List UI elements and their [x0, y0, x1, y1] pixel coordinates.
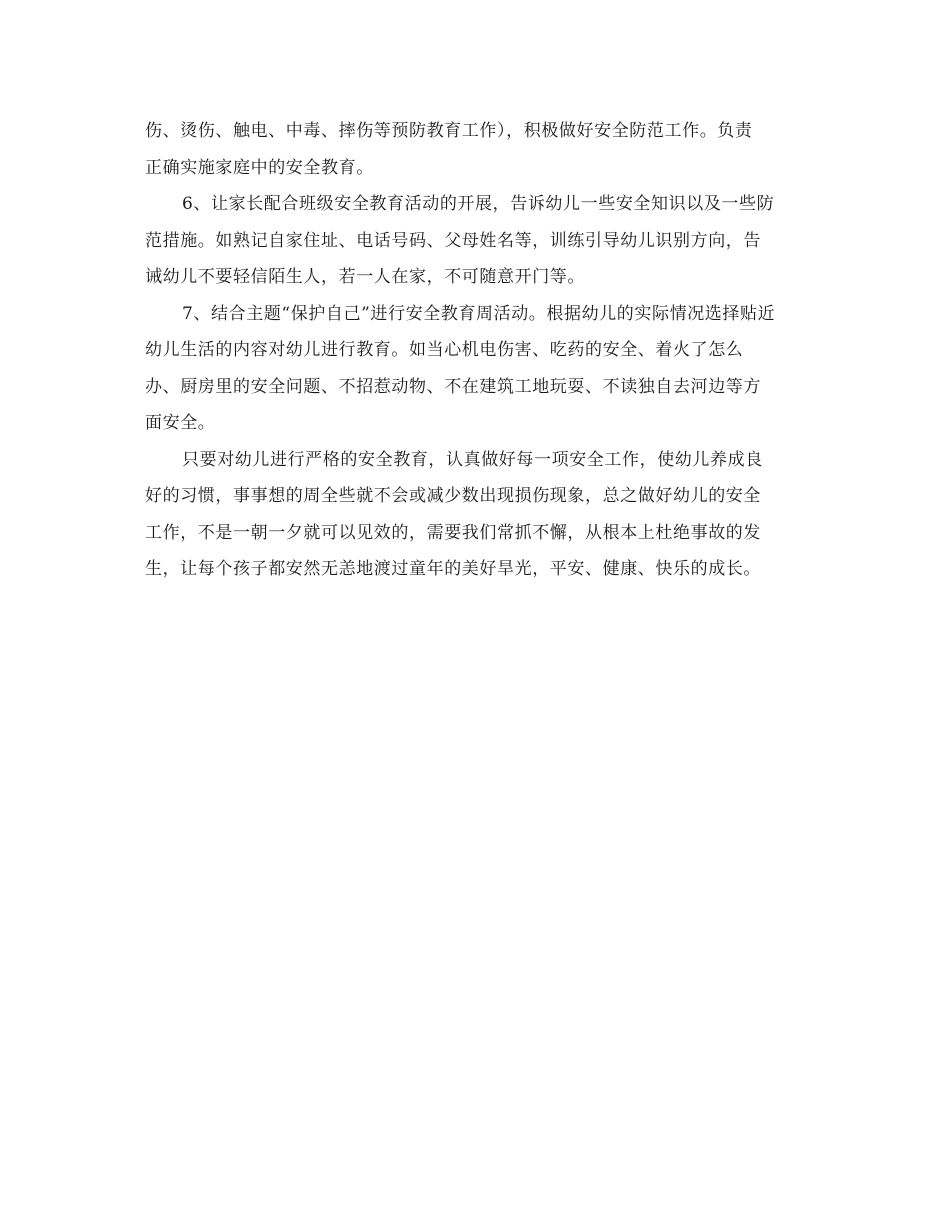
paragraph-line: 伤、烫伤、触电、中毒、摔伤等预防教育工作），积极做好安全防范工作。负责 — [145, 121, 753, 141]
paragraph-4 — [145, 442, 810, 588]
paragraph-line: 诫幼儿不要轻信陌生人，若一人在家，不可随意开门等。 — [145, 267, 585, 287]
paragraph-line: 范措施。如熟记自家住址、电话号码、父母姓名等，训练引导幼儿识别方向，告 — [145, 230, 761, 251]
paragraph-line: 工作，不是一朝一夕就可以见效的，需要我们常抓不懈，从根本上杜绝事故的发 — [145, 522, 761, 543]
paragraph-1 — [145, 113, 810, 186]
paragraph-3 — [145, 296, 810, 442]
paragraph-line: 生，让每个孩子都安然无恙地渡过童年的美好旱光，平安、健康、快乐的成长。 — [145, 559, 761, 579]
document-body — [145, 113, 810, 588]
paragraph-line: 6、让家长配合班级安全教育活动的开展，告诉幼儿一些安全知识以及一些防 — [182, 194, 775, 214]
paragraph-line: 幼儿生活的内容对幼儿进行教育。如当心机电伤害、吃药的安全、着火了怎么 — [145, 340, 744, 360]
paragraph-line: 面安全。 — [145, 413, 216, 433]
paragraph-line: 好的习惯，事事想的周全些就不会或减少数出现损伤现象，总之做好幼儿的安全 — [145, 486, 761, 506]
paragraph-line: 正确实施家庭中的安全教育。 — [145, 157, 374, 178]
paragraph-line: 只要对幼儿进行严格的安全教育，认真做好每一项安全工作，使幼儿养成良 — [182, 449, 763, 470]
paragraph-line: 7、结合主题“保护自己”进行安全教育周活动。根据幼儿的实际情况选择贴近 — [182, 303, 776, 324]
paragraph-line: 办、厨房里的安全问题、不招惹动物、不在建筑工地玩耍、不读独自去河边等方 — [145, 376, 761, 397]
paragraph-2 — [145, 186, 810, 296]
